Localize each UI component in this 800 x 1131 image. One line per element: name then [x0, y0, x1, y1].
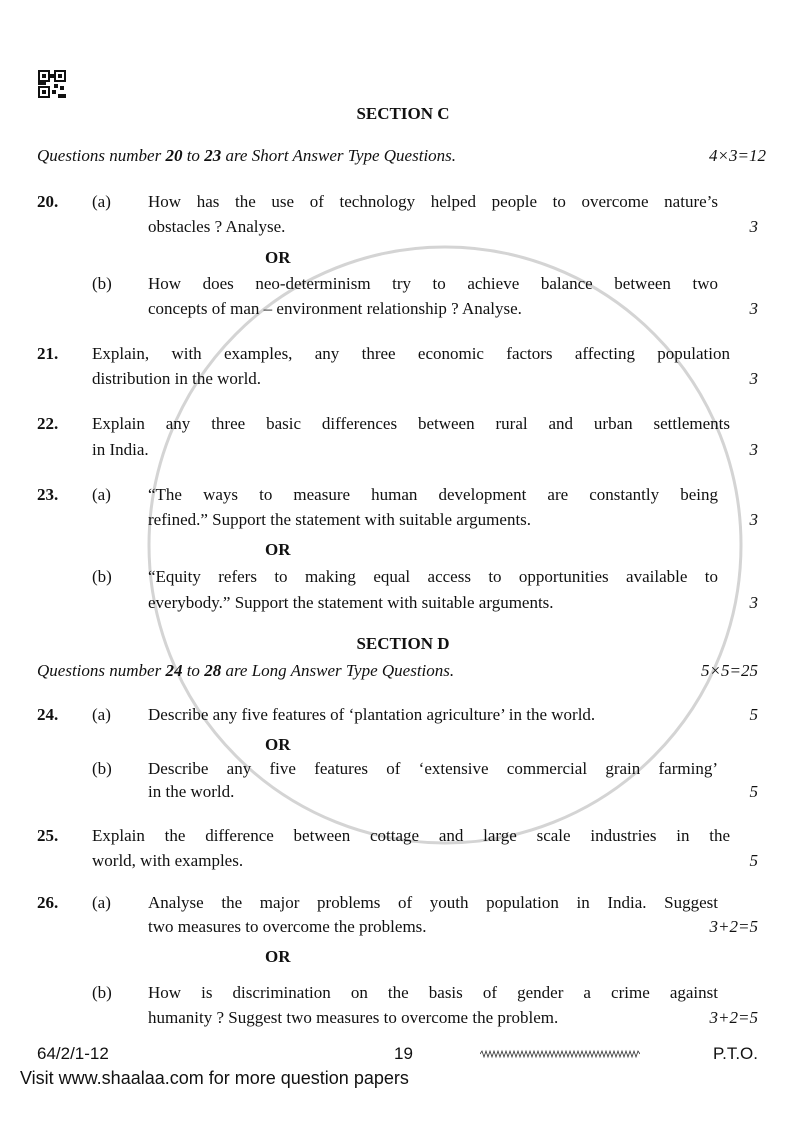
marks: 3+2=5: [709, 917, 758, 936]
question-text: How has the use of technology helped people to overcome nature’s: [148, 192, 718, 211]
question-text: Describe any five features of ‘extensive commercial grain farming’: [148, 759, 718, 778]
part-label: (b): [92, 759, 112, 778]
question-text: How does neo-determinism try to achieve balance between two: [148, 274, 718, 293]
marks: 5: [749, 782, 758, 801]
marks: 3+2=5: [709, 1008, 758, 1027]
part-label: (a): [92, 192, 111, 211]
part-label: (a): [92, 893, 111, 912]
marks: 3: [749, 510, 758, 529]
question-text: two measures to overcome the problems.: [148, 917, 427, 936]
question-text: Explain any three basic differences between rural and urban settlements: [92, 414, 730, 433]
qr-code: [38, 70, 66, 98]
part-label: (b): [92, 274, 112, 293]
question-text: refined.” Support the statement with suitable arguments.: [148, 510, 532, 529]
section-c-marks: 4×3=12: [709, 146, 766, 165]
pto-label: P.T.O.: [712, 1044, 758, 1063]
question-text: distribution in the world.: [92, 369, 262, 388]
question-text: obstacles ? Analyse.: [148, 217, 286, 236]
question-text: Describe any five features of ‘plantation agriculture’ in the world.: [148, 705, 596, 724]
question-text: Analyse the major problems of youth population in India. Suggest: [148, 893, 718, 912]
marks: 3: [749, 217, 758, 236]
section-d-title: SECTION D: [356, 634, 450, 653]
marks: 5: [749, 705, 758, 724]
wavy-line-decoration: [480, 1049, 640, 1059]
marks: 3: [749, 369, 758, 388]
page-number: 19: [394, 1044, 413, 1063]
question-number: 23.: [37, 485, 59, 504]
question-number: 20.: [37, 192, 59, 211]
question-text: world, with examples.: [92, 851, 244, 870]
question-text: concepts of man – environment relationship ? Analyse.: [148, 299, 522, 318]
section-c-title: SECTION C: [356, 104, 450, 123]
marks: 3: [749, 593, 758, 612]
question-text: humanity ? Suggest two measures to overcome the problem.: [148, 1008, 559, 1027]
or-label: OR: [265, 947, 291, 966]
question-text: everybody.” Support the statement with suitable arguments.: [148, 593, 554, 612]
marks: 3: [749, 440, 758, 459]
visit-website-link[interactable]: Visit www.shaalaa.com for more question papers: [20, 1068, 409, 1088]
part-label: (b): [92, 983, 112, 1002]
question-text: “Equity refers to making equal access to opportunities available to: [148, 567, 718, 586]
question-text: Explain, with examples, any three economic factors affecting population: [92, 344, 730, 363]
question-text: Explain the difference between cottage and large scale industries in the: [92, 826, 730, 845]
marks: 3: [749, 299, 758, 318]
part-label: (b): [92, 567, 112, 586]
question-number: 25.: [37, 826, 59, 845]
question-number: 22.: [37, 414, 59, 433]
question-text: How is discrimination on the basis of gender a crime against: [148, 983, 718, 1002]
marks: 5: [749, 851, 758, 870]
question-number: 21.: [37, 344, 59, 363]
or-label: OR: [265, 248, 291, 267]
question-text: “The ways to measure human development are constantly being: [148, 485, 718, 504]
part-label: (a): [92, 705, 111, 724]
section-d-marks: 5×5=25: [701, 661, 758, 680]
section-c-intro: Questions number 20 to 23 are Short Answer Type Questions.: [37, 146, 457, 165]
question-number: 26.: [37, 893, 59, 912]
paper-code: 64/2/1-12: [37, 1044, 109, 1063]
section-d-intro: Questions number 24 to 28 are Long Answer Type Questions.: [37, 661, 455, 680]
or-label: OR: [265, 540, 291, 559]
question-text: in the world.: [148, 782, 235, 801]
or-label: OR: [265, 735, 291, 754]
part-label: (a): [92, 485, 111, 504]
question-text: in India.: [92, 440, 149, 459]
question-number: 24.: [37, 705, 59, 724]
